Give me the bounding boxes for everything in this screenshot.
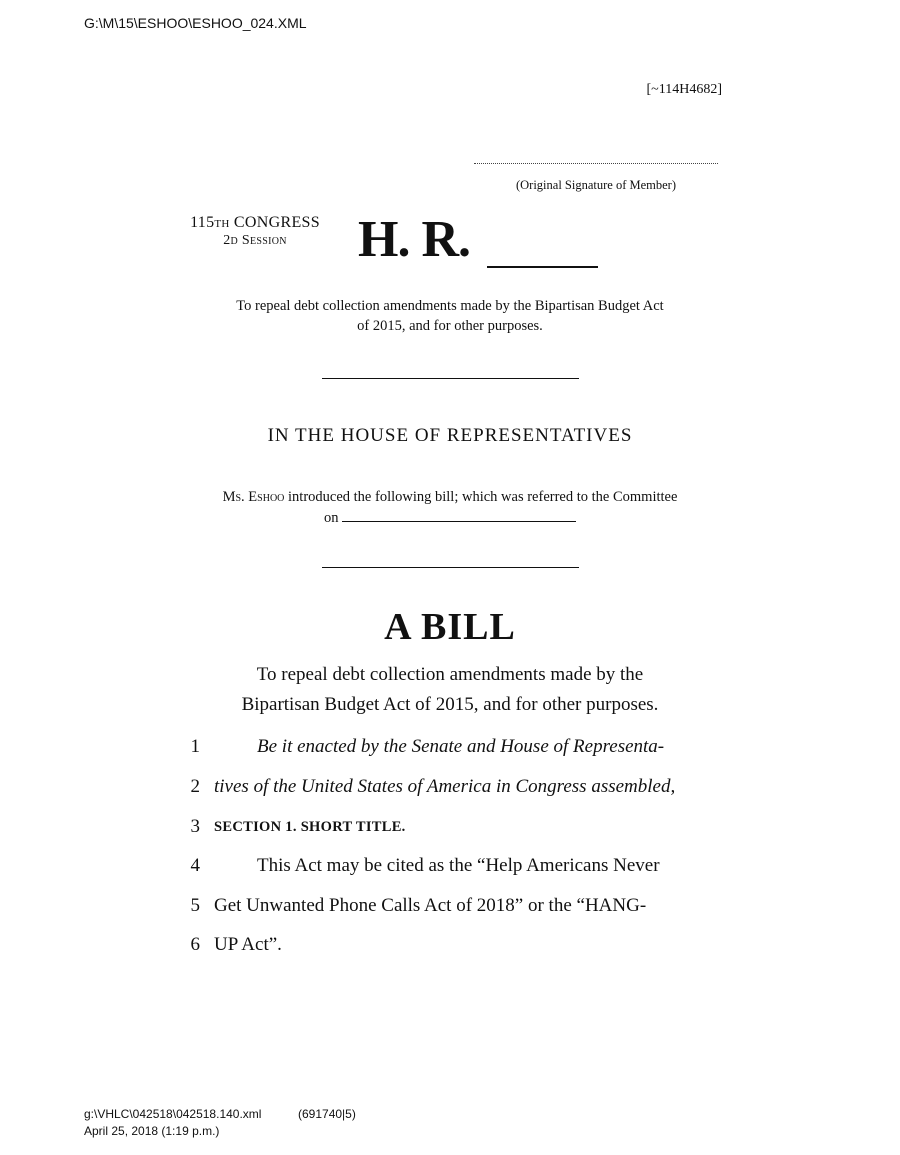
divider-rule <box>322 567 579 568</box>
line-number: 2 <box>190 776 200 797</box>
purpose-summary-line1: To repeal debt collection amendments made by the Bipartisan Budget Act <box>236 298 664 314</box>
line-number: 5 <box>190 895 200 916</box>
line-number: 4 <box>190 855 200 876</box>
introduction-line2-prefix: on <box>323 510 339 526</box>
bill-purpose <box>150 660 750 720</box>
bill-line <box>0 934 900 962</box>
line-number: 1 <box>190 736 200 757</box>
bill-line <box>0 736 900 764</box>
footer-doc-id: (691740|5) <box>298 1107 356 1121</box>
bill-line <box>0 855 900 883</box>
footer-file-path: g:\VHLC\042518\042518.140.xml <box>84 1107 262 1121</box>
line-text: Get Unwanted Phone Calls Act of 2018” or the “HANG- <box>214 895 647 916</box>
bill-line <box>0 776 900 804</box>
purpose-summary <box>150 296 750 336</box>
session-label: 2d Session <box>223 233 287 248</box>
bill-title: H. R. <box>358 211 470 268</box>
bill-code: [~114H4682] <box>646 82 722 97</box>
bill-line <box>0 816 900 844</box>
introduction-line1: introduced the following bill; which was referred to the Committee <box>284 489 678 505</box>
bill-number-blank <box>487 266 598 268</box>
committee-blank <box>342 509 576 522</box>
sponsor-name: Ms. Eshoo <box>222 489 285 505</box>
bill-purpose-line2: Bipartisan Budget Act of 2015, and for other purposes. <box>241 694 659 715</box>
signature-line <box>474 163 718 164</box>
divider-rule <box>322 378 579 379</box>
line-number: 6 <box>190 934 200 955</box>
a-bill-heading: A BILL <box>384 606 516 648</box>
congress-session-block <box>170 214 340 250</box>
line-text: UP Act”. <box>214 934 282 955</box>
bill-line <box>0 895 900 923</box>
congress-number: 115th CONGRESS <box>190 214 320 231</box>
file-path: G:\M\15\ESHOO\ESHOO_024.XML <box>84 15 307 31</box>
signature-label: (Original Signature of Member) <box>515 178 677 192</box>
line-text: tives of the United States of America in Congress assembled, <box>214 776 676 797</box>
purpose-summary-line2: of 2015, and for other purposes. <box>357 318 543 334</box>
house-heading: IN THE HOUSE OF REPRESENTATIVES <box>267 425 633 446</box>
line-text: This Act may be cited as the “Help Americans Never <box>257 855 660 876</box>
bill-purpose-line1: To repeal debt collection amendments made by the <box>256 664 644 685</box>
section-heading: SECTION 1. SHORT TITLE. <box>214 819 406 835</box>
footer-date: April 25, 2018 (1:19 p.m.) <box>84 1124 220 1138</box>
line-number: 3 <box>190 816 200 837</box>
introduction-text <box>160 487 740 529</box>
line-text: Be it enacted by the Senate and House of Representa- <box>257 736 665 757</box>
